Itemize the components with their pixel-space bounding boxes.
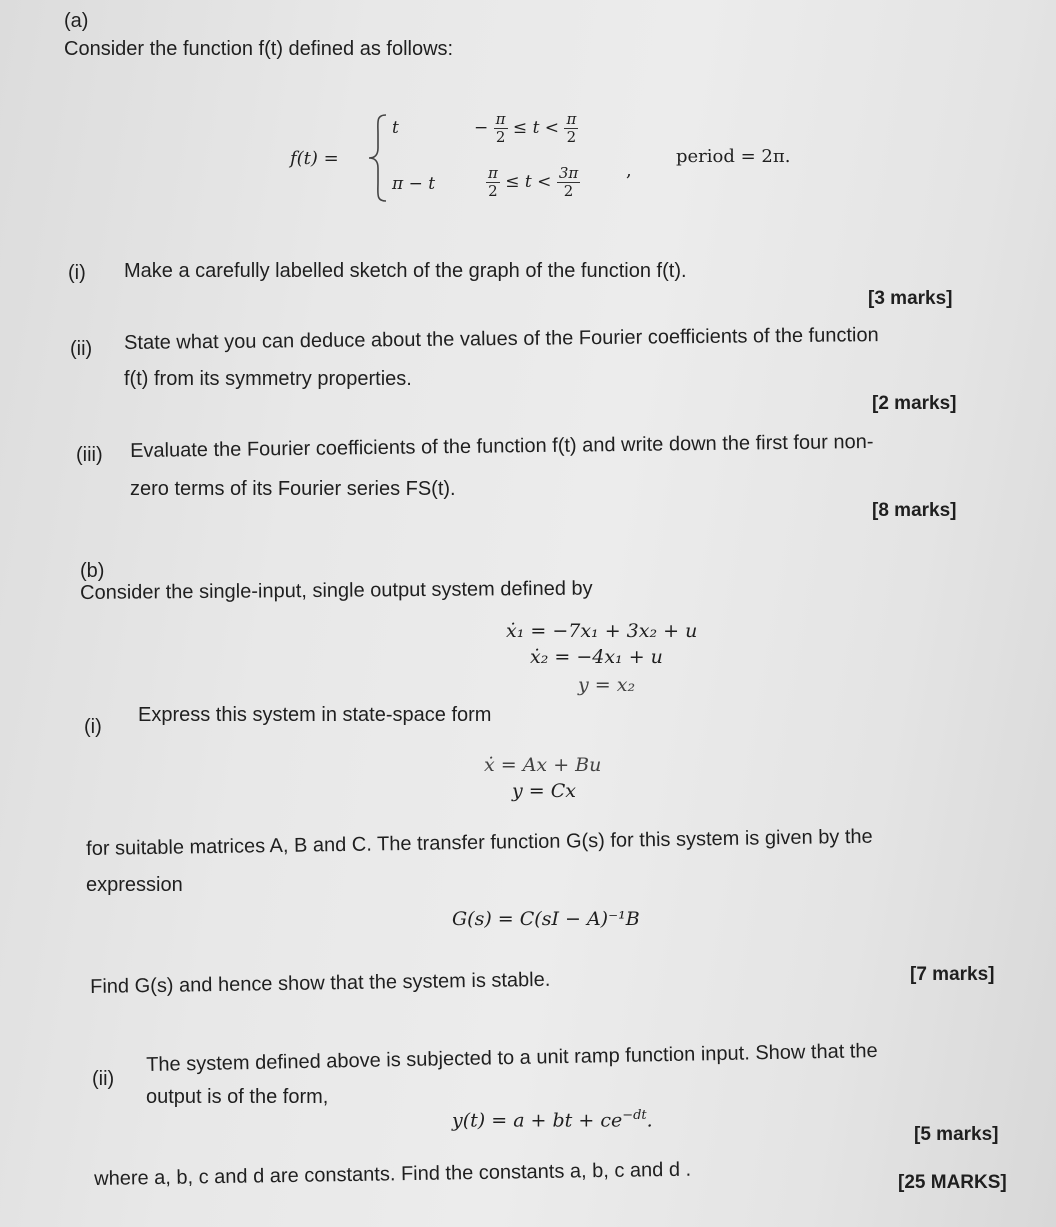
question-a-i-text: Make a carefully labelled sketch of the graph of the function f(t). (124, 260, 687, 282)
question-a-iii-line1: Evaluate the Fourier coefficients of the function f(t) and write down the first four non- (130, 430, 874, 462)
question-b-i-text: Express this system in state-space form (138, 704, 492, 726)
marks-b-i: [7 marks] (910, 964, 995, 985)
part-b-label: (b) (80, 560, 105, 582)
question-a-iii-line2: zero terms of its Fourier series FS(t). (130, 478, 456, 500)
case1-condition: − $\frac{\pi}{2}$ ≤ t < $\frac{\pi}{2}$ (474, 110, 577, 146)
case2-condition: $\frac{\pi}{2}$ ≤ t < $\frac{3\pi}{2}$ (488, 164, 579, 200)
system-eq-3: y = x₂ (578, 674, 636, 696)
part-a-label: (a) (64, 10, 89, 32)
part-a-intro: Consider the function f(t) defined as follows: (64, 38, 454, 60)
system-eq-1: ẋ₁ = −7x₁ + 3x₂ + u (506, 620, 698, 642)
ramp-response-eq: y(t) = a + bt + $ce^{-dt}$. (452, 1108, 653, 1132)
left-brace-icon (366, 112, 390, 204)
case1-expression: t (392, 118, 399, 138)
question-b-i-find: Find G(s) and hence show that the system is stable. (90, 968, 551, 998)
state-eq: ẋ = Ax + Bu (484, 754, 602, 776)
question-a-ii-line2: f(t) from its symmetry properties. (124, 368, 412, 390)
question-a-iii-label: (iii) (76, 444, 103, 466)
marks-a-iii: [8 marks] (872, 500, 957, 521)
question-b-ii-label: (ii) (92, 1068, 115, 1090)
marks-b-ii: [5 marks] (914, 1124, 999, 1145)
question-a-ii-line1: State what you can deduce about the values of the Fourier coefficients of the function (124, 324, 879, 354)
total-marks: [25 MARKS] (898, 1172, 1007, 1193)
f-of-t-lhs: f(t) = (290, 148, 339, 169)
marks-a-i: [3 marks] (868, 288, 953, 309)
question-b-i-label: (i) (84, 716, 102, 738)
question-b-ii-where: where a, b, c and d are constants. Find the constants a, b, c and d . (94, 1158, 692, 1190)
part-b-intro: Consider the single-input, single output system defined by (80, 577, 593, 604)
system-eq-2: ẋ₂ = −4x₁ + u (530, 646, 663, 668)
period-statement: period = 2π. (676, 146, 791, 167)
output-eq: y = Cx (512, 780, 576, 802)
marks-a-ii: [2 marks] (872, 393, 957, 414)
question-b-ii-line2: output is of the form, (146, 1086, 329, 1108)
question-a-i-label: (i) (68, 262, 86, 284)
question-b-i-para-line1: for suitable matrices A, B and C. The transfer function G(s) for this system is given by the (86, 825, 873, 860)
transfer-function-eq: G(s) = C(sI − A)⁻¹B (452, 908, 640, 930)
definition-comma: , (626, 160, 632, 181)
case2-expression: π − t (392, 174, 436, 194)
question-b-ii-line1: The system defined above is subjected to a unit ramp function input. Show that the (146, 1039, 878, 1076)
question-b-i-para-line2: expression (86, 874, 183, 896)
question-a-ii-label: (ii) (70, 338, 93, 360)
